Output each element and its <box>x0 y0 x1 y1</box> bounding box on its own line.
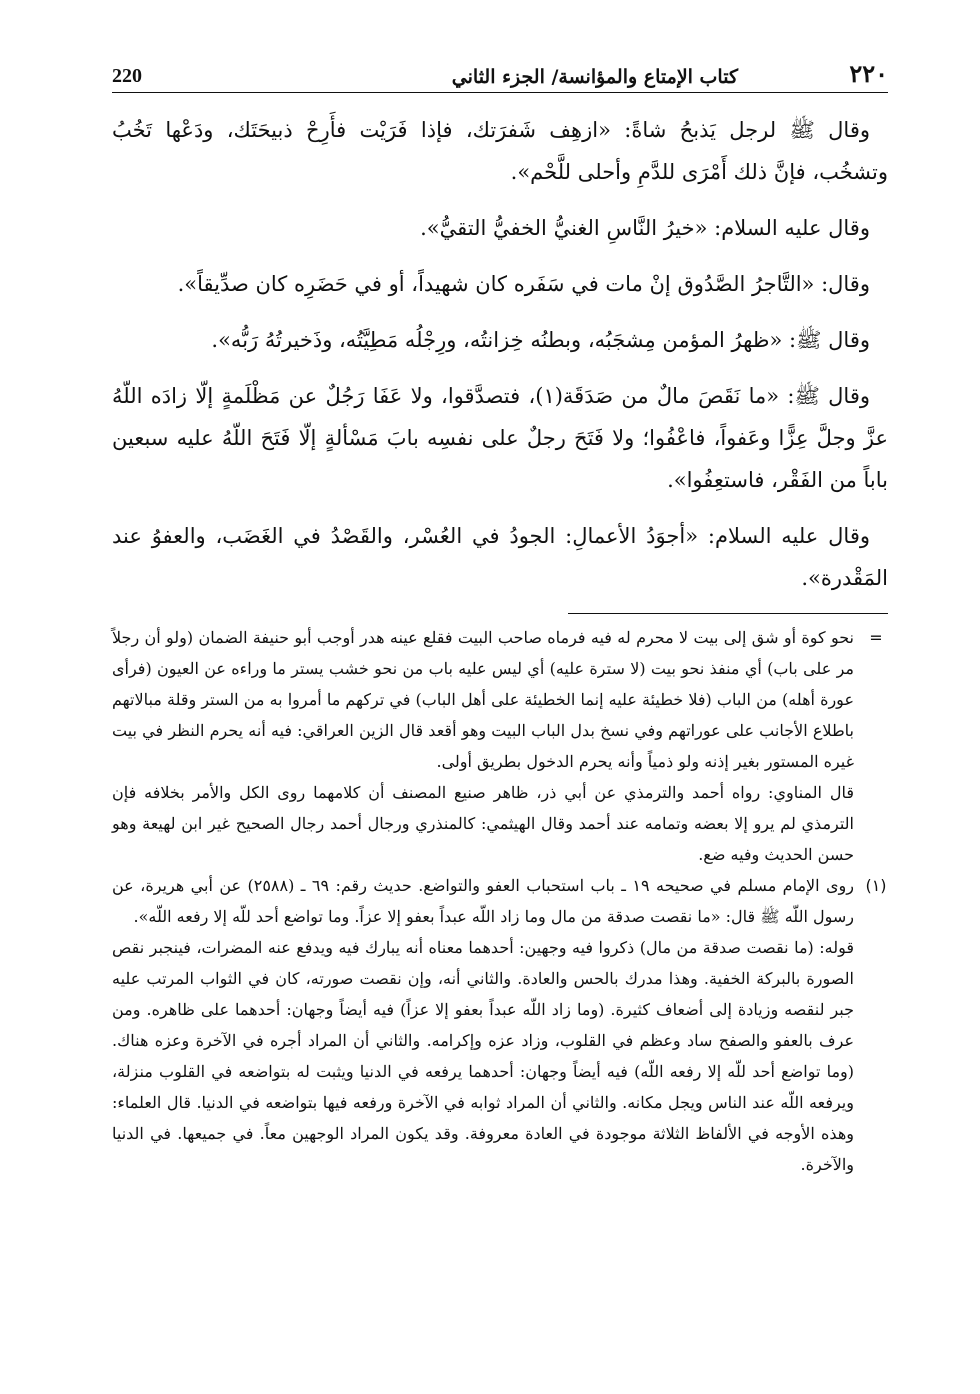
footnote-paragraph: روى الإمام مسلم في صحيحه ١٩ ـ باب استحباب العفو والتواضع. حديث رقم: ٦٩ ـ (٢٥٨٨) عن أبي هريرة، عن رسول اللّه ﷺ قال: «ما نقصت صدقة من مال وما زاد اللّه عبداً بعفو إلا عزاً. وما تواضع أحد للّه إلا رفعه اللّه». <box>112 876 855 926</box>
footnotes <box>112 622 888 1180</box>
hadith-paragraph: وقال عليه السلام: «خيرُ النَّاسِ الغنيُّ الخفيُّ التقيُّ». <box>420 216 870 240</box>
hadith-paragraph: وقال ﷺ لرجل يَذبحُ شاةً: «ازهِف شَفرَتك، فإذا فَرَيْت فأَرِحْ ذبيحَتَك، ودَعْها تَخُبُ وتشخُب، فإنَّ ذلك أَمْرَى للدَّمِ وأحلى للَّحْم». <box>112 118 888 184</box>
footnote-continuation <box>112 622 888 870</box>
hadith-paragraph: وقال ﷺ: «ما نَقَصَ مالٌ من صَدَقَة(١)، فتصدَّقوا، ولا عَفَا رَجُلٌ عن مَظْلَمةٍ إلّا زادَه اللّهُ عزَّ وجلَّ عِزًّا وعَفواً، فاعْفُوا؛ ولا فَتَحَ رجلٌ على نفسِه بابَ مَسْألةٍ إلّا فَتَحَ اللّهُ عليه سبعين باباً من الفَقْر، فاستعِفُوا». <box>112 384 888 492</box>
footnote-paragraph: نحو كوة أو شق إلى بيت لا محرم له فيه فرماه صاحب البيت فقلع عينه هدر أوجب أبو حنيفة الضمان (ولو أن رجلاً مر على باب) أي منفذ نحو بيت (لا سترة عليه) أي ليس عليه باب من نحو خشب يستر ما وراءه عن العيون (فرأى عورة أهله) من الباب (فلا خطيئة عليه إنما الخطيئة على أهل الباب) في تركهم ما أمروا به من الستر وقلة مبالاتهم باطلاع الأجانب على عوراتهم وفي نسخ بدل الباب البيت وهو أقعد قال الزين العراقي: فيه أنه يحرم النظر في بيت غيره المستور بغير إذنه ولو ذمياً وأنه يحرم الدخول بطريق أولى. <box>112 628 855 771</box>
continuation-mark: = <box>869 628 883 647</box>
page-header <box>112 58 888 93</box>
footnote-1 <box>112 870 888 1180</box>
hadith-paragraph: وقال عليه السلام: «أجوَدُ الأعمالِ: الجودُ في العُسْر، والقَصْدُ في الغَضَب، والعفوُ عند المَقْدرة». <box>112 524 888 590</box>
page-number-latin: 220 <box>112 65 142 87</box>
hadith-paragraph: وقال: «التَّاجرُ الصَّدُوق إنْ مات في سَفَره كان شهيداً، أو في حَضَرِه كان صدِّيقاً». <box>177 272 870 296</box>
book-title: كتاب الإمتاع والمؤانسة/ الجزء الثاني <box>451 66 738 88</box>
footnote-1-mark: (١) <box>865 876 887 895</box>
book-page <box>112 58 888 1358</box>
footnote-divider <box>568 613 888 614</box>
hadith-paragraph: وقال ﷺ: «ظهرُ المؤمن مِشجَبُه، وبطنُه خِزانتُه، ورِجْلُه مَطِيَّتُه، وذَخيرتُهُ رَبُّه». <box>211 328 870 352</box>
page-number-arabic: ٢٢٠ <box>849 59 888 88</box>
footnote-paragraph: قال المناوي: رواه أحمد والترمذي عن أبي ذر، ظاهر صنيع المصنف أن كلامهما روى الكل والأمر بخلافه فإن الترمذي لم يرو إلا بعضه وتمامه عند أحمد وقال الهيثمي: كالمنذري ورجال أحمد رجال الصحيح غير ابن لهيعة وهو حسن الحديث وفيه ضع. <box>112 783 855 864</box>
main-text <box>112 109 888 599</box>
footnote-paragraph: قوله: (ما نقصت صدقة من مال) ذكروا فيه وجهين: أحدهما معناه أنه يبارك فيه ويدفع عنه المضرات، فينجبر نقص الصورة بالبركة الخفية. وهذا مدرك بالحس والعادة. والثاني أنه، وإن نقصت صورته، كان في الثواب المرتب عليه جبر لنقصه وزيادة إلى أضعاف كثيرة. (وما زاد اللّه عبداً بعفو إلا عزاً) فيه أيضاً وجهان: أحدهما على ظاهره. ومن عرف بالعفو والصفح ساد وعظم في القلوب، وزاد عزه وإكرامه. والثاني أن المراد أجره في الآخرة وعزه هناك. (وما تواضع أحد للّه إلا رفعه اللّه) فيه أيضاً وجهان: أحدهما يرفعه في الدنيا ويثبت له بتواضعه في القلوب منزلة، ويرفعه اللّه عند الناس ويجل مكانه. والثاني أن المراد ثوابه في الآخرة ورفعه فيها بتواضعه في الدنيا. قال العلماء: وهذه الأوجه في الألفاظ الثلاثة موجودة في العادة معروفة. وقد يكون المراد الوجهين معاً. في جميعها. في الدنيا والآخرة. <box>112 938 855 1174</box>
